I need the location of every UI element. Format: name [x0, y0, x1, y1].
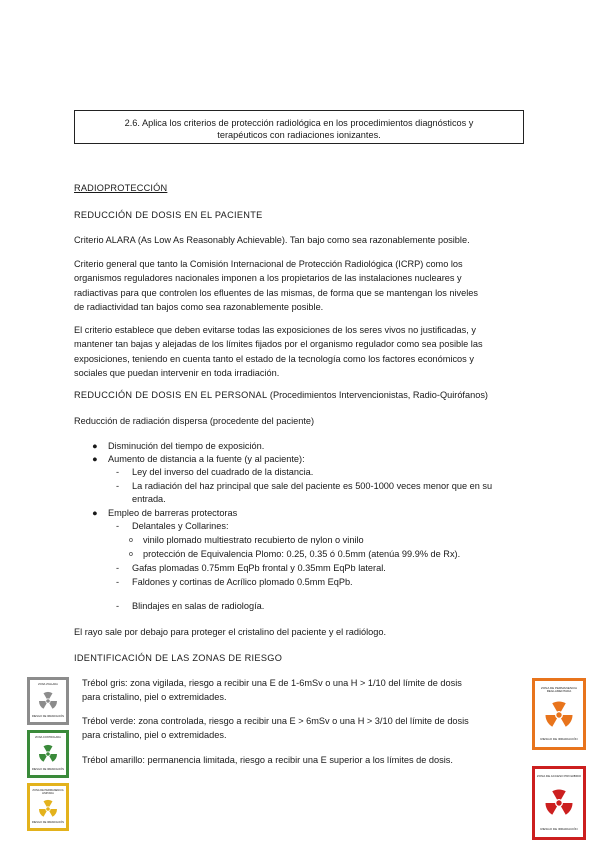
- trefoil-blade: [561, 715, 573, 727]
- paragraph-line: mantener tan bajas y alejadas de los límites fijados por el organismo regulador como sea posible las: [74, 339, 483, 350]
- staff-heading-note: (Procedimientos Intervencionistas, Radio-Quirófanos): [269, 390, 488, 400]
- trefoil-blade: [44, 800, 53, 807]
- objective-line-1: 2.6. Aplica los criterios de protección radiológica en los procedimientos diagnósticos y: [124, 118, 474, 128]
- trefoil-center: [556, 800, 561, 805]
- staff-intro: Reducción de radiación dispersa (procedente del paciente): [74, 416, 315, 426]
- dash-icon: -: [116, 521, 120, 531]
- trefoil-blade: [39, 754, 47, 762]
- orange-zone-sign: [532, 678, 586, 750]
- zone-text-line: Trébol gris: zona vigilada, riesgo a recibir una E de 1-6mSv o una H > 1/10 del límite de dosis: [82, 678, 462, 688]
- paragraph-line: El criterio establece que deben evitarse todas las exposiciones de los seres vivos no justificadas, y: [74, 325, 476, 335]
- list-item-text: Faldones y cortinas de Acrílico plomado 0.5mm EqPb.: [132, 577, 353, 587]
- trefoil-blade: [49, 701, 57, 709]
- trefoil-center: [556, 712, 561, 717]
- zone-yellow-text: Trébol amarillo: permanencia limitada, riesgo a recibir una E superior a los límites de dosis.: [82, 755, 453, 765]
- list-item: [92, 507, 237, 520]
- paragraph-criteria: [74, 323, 528, 380]
- list-item-text: protección de Equivalencia Plomo: 0.25, 0.35 ó 0.5mm (atenúa 99.9% de Rx).: [143, 549, 461, 559]
- circle-bullet-icon: o: [129, 537, 133, 544]
- trefoil-center: [46, 699, 50, 703]
- bullet-icon: ●: [92, 508, 98, 518]
- list-item-text: La radiación del haz principal que sale del paciente es 500-1000 veces menor que en su: [132, 481, 493, 491]
- list-item: [116, 480, 492, 493]
- list-item-text: vinilo plomado multiestrato recubierto de nylon o vinilo: [143, 535, 364, 545]
- sign-top-label: ZONA VIGILADA: [38, 683, 58, 686]
- objective-line-2: terapéuticos con radiaciones ionizantes.: [217, 130, 381, 141]
- sign-bottom-label: RIESGO DE IRRADIACIÓN: [31, 821, 65, 824]
- sign-bottom-label: RIESGO DE IRRADIACIÓN: [31, 768, 65, 771]
- paragraph-line: Criterio general que tanto la Comisión Internacional de Protección Radiológica (ICRP) como los: [74, 259, 463, 269]
- list-item: [92, 453, 305, 466]
- objective-box: [74, 110, 524, 144]
- bullet-icon: ●: [92, 441, 98, 451]
- trefoil-center: [46, 752, 50, 756]
- dash-icon: -: [116, 577, 120, 587]
- paragraph-line: de radiactividad tan bajos como sea razonablemente posible.: [74, 301, 324, 312]
- radiation-trefoil-icon: [544, 788, 574, 818]
- paragraph-line: exposiciones, teniendo en cuenta tanto el estado de la tecnología como los factores económicos y: [74, 353, 474, 364]
- sign-bottom-label: RIESGO DE IRRADIACIÓN: [31, 715, 65, 718]
- list-item-text: Blindajes en salas de radiología.: [132, 601, 265, 611]
- paragraph-line: organismos reguladores nacionales imponen a los propietarios de las instalaciones nucleares y: [74, 273, 462, 284]
- zone-text-line: para cristalino, piel o extremidades.: [82, 692, 227, 702]
- trefoil-blade: [546, 803, 558, 815]
- trefoil-center: [46, 807, 50, 811]
- list-item: [92, 440, 264, 453]
- list-item-text: Disminución del tiempo de exposición.: [108, 441, 265, 451]
- staff-heading-title: REDUCCIÓN DE DOSIS EN EL PERSONAL: [74, 390, 268, 400]
- dash-icon: -: [116, 601, 120, 611]
- trefoil-blade: [44, 692, 53, 699]
- list-item: [116, 466, 313, 479]
- gray-zone-sign: [27, 677, 69, 725]
- paragraph-icrp: [74, 257, 528, 314]
- ray-note: El rayo sale por debajo para proteger el cristalino del paciente y el radiólogo.: [74, 627, 387, 637]
- radiation-trefoil-icon: [38, 799, 58, 819]
- radiation-trefoil-icon: [544, 700, 574, 730]
- sign-top-label: ZONA DE ACCESO PROHIBIDO: [536, 774, 582, 778]
- paragraph-line: radiactivas para que controlen los efluentes de las mismas, de forma que se mantengan los niveles: [74, 287, 478, 298]
- list-item: [129, 534, 364, 547]
- list-item: [116, 576, 353, 589]
- dash-icon: -: [116, 481, 120, 491]
- zone-green-text: [82, 714, 518, 742]
- trefoil-blade: [552, 790, 566, 800]
- list-item: [116, 600, 264, 613]
- list-item-text: Aumento de distancia a la fuente (y al paciente):: [108, 454, 305, 464]
- zone-text-line: para cristalino, piel o extremidades.: [82, 730, 227, 740]
- trefoil-blade: [44, 745, 53, 752]
- list-item: [129, 548, 460, 561]
- alara-text: Criterio ALARA (As Low As Reasonably Achievable). Tan bajo como sea razonablemente posible.: [74, 235, 470, 245]
- circle-bullet-icon: o: [129, 551, 133, 558]
- zones-heading: IDENTIFICACIÓN DE LAS ZONAS DE RIESGO: [74, 653, 283, 663]
- sign-bottom-label: RIESGO DE IRRADIACIÓN: [540, 737, 578, 741]
- list-item: [116, 520, 229, 533]
- paragraph-line: sociales que puedan intervenir en toda irradiación.: [74, 367, 280, 378]
- section-title: RADIOPROTECCIÓN: [74, 183, 168, 193]
- dash-icon: -: [116, 467, 120, 477]
- zone-gray-text: [82, 676, 518, 704]
- trefoil-blade: [49, 809, 57, 817]
- yellow-zone-sign: [27, 783, 69, 831]
- radiation-trefoil-icon: [38, 691, 58, 711]
- list-item-text: Gafas plomadas 0.75mm EqPb frontal y 0.35mm EqPb lateral.: [132, 563, 386, 573]
- dash-icon: -: [116, 563, 120, 573]
- list-item-text: Delantales y Collarines:: [132, 521, 229, 531]
- trefoil-blade: [546, 715, 558, 727]
- sign-top-label: ZONA DE PERMANENCIA LIMITADA: [32, 789, 64, 795]
- trefoil-blade: [49, 754, 57, 762]
- trefoil-blade: [552, 702, 566, 712]
- trefoil-blade: [39, 701, 47, 709]
- red-zone-sign: [532, 766, 586, 840]
- list-item: [116, 562, 386, 575]
- sign-bottom-label: RIESGO DE IRRADIACIÓN: [540, 827, 578, 831]
- radiation-trefoil-icon: [38, 744, 58, 764]
- list-item-continuation: entrada.: [132, 494, 166, 504]
- zone-text-line: Trébol verde: zona controlada, riesgo a recibir una E > 6mSv o una H > 3/10 del límite de dosis: [82, 716, 469, 726]
- sign-top-label: ZONA CONTROLADA: [35, 736, 61, 739]
- list-item-text: Empleo de barreras protectoras: [108, 508, 238, 518]
- bullet-icon: ●: [92, 454, 98, 464]
- green-zone-sign: [27, 730, 69, 778]
- patient-heading: REDUCCIÓN DE DOSIS EN EL PACIENTE: [74, 210, 263, 220]
- sign-top-label: ZONA DE PERMANENCIA REGLAMENTADA: [540, 686, 577, 693]
- list-item-text: Ley del inverso del cuadrado de la distancia.: [132, 467, 314, 477]
- trefoil-blade: [39, 809, 47, 817]
- staff-heading: [74, 389, 488, 402]
- trefoil-blade: [561, 803, 573, 815]
